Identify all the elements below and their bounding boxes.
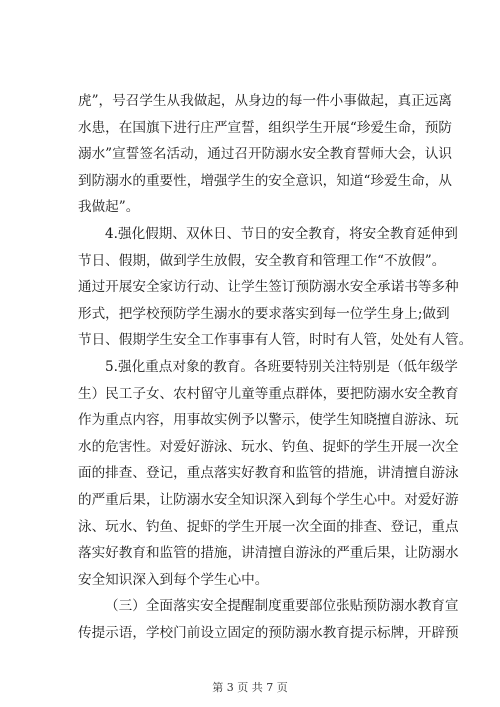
text-line: 作为重点内容，用事故实例予以警示，使学生知晓擅自游泳、玩 xyxy=(78,412,459,429)
text-line: 水患，在国旗下进行庄严宣誓，组织学生开展“珍爱生命，预防 xyxy=(78,119,452,136)
document-body xyxy=(78,88,473,646)
text-line: 溺水”宣誓签名活动，通过召开防溺水安全教育誓师大会，认识 xyxy=(78,146,452,163)
text-line: 4.强化假期、双休日、节日的安全教育，将安全教育延伸到 xyxy=(105,225,458,242)
page-footer: 第 3 页 共 7 页 xyxy=(212,681,288,694)
text-line: 泳、玩水、钓鱼、捉虾的学生开展一次全面的排查、登记，重点 xyxy=(78,518,459,535)
text-line: 我做起”。 xyxy=(78,199,140,216)
text-line: 虎”，号召学生从我做起，从身边的每一件小事做起，真正远离 xyxy=(78,93,452,109)
text-line: 落实好教育和监管的措施，讲清擅自游泳的严重后果，让防溺水 xyxy=(78,545,459,562)
text-line: 通过开展安全家访行动、让学生签订预防溺水安全承诺书等多种 xyxy=(78,279,459,296)
text-line: 的严重后果，让防溺水安全知识深入到每个学生心中。对爱好游 xyxy=(78,491,459,508)
text-line: 水的危害性。对爱好游泳、玩水、钓鱼、捉虾的学生开展一次全 xyxy=(78,438,459,455)
text-line: （三）全面落实安全提醒制度重要部位张贴预防溺水教育宣 xyxy=(105,598,459,615)
text-line: 到防溺水的重要性，增强学生的安全意识，知道“珍爱生命，从 xyxy=(78,172,452,189)
text-line: 5.强化重点对象的教育。各班要特别关注特别是（低年级学 xyxy=(105,358,458,375)
text-line: 节日、假期，做到学生放假，安全教育和管理工作“不放假”。 xyxy=(78,252,446,269)
text-line: 生）民工子女、农村留守儿童等重点群体，要把防溺水安全教育 xyxy=(78,385,459,402)
text-line: 面的排查、登记，重点落实好教育和监管的措施，讲清擅自游泳 xyxy=(78,465,459,482)
text-line: 形式，把学校预防学生溺水的要求落实到每一位学生身上;做到 xyxy=(78,305,450,322)
text-line: 节日、假期学生安全工作事事有人管，时时有人管，处处有人管。 xyxy=(78,332,473,349)
text-line: 安全知识深入到每个学生心中。 xyxy=(78,571,269,588)
text-line: 传提示语，学校门前设立固定的预防溺水教育提示标牌，开辟预 xyxy=(78,624,459,641)
